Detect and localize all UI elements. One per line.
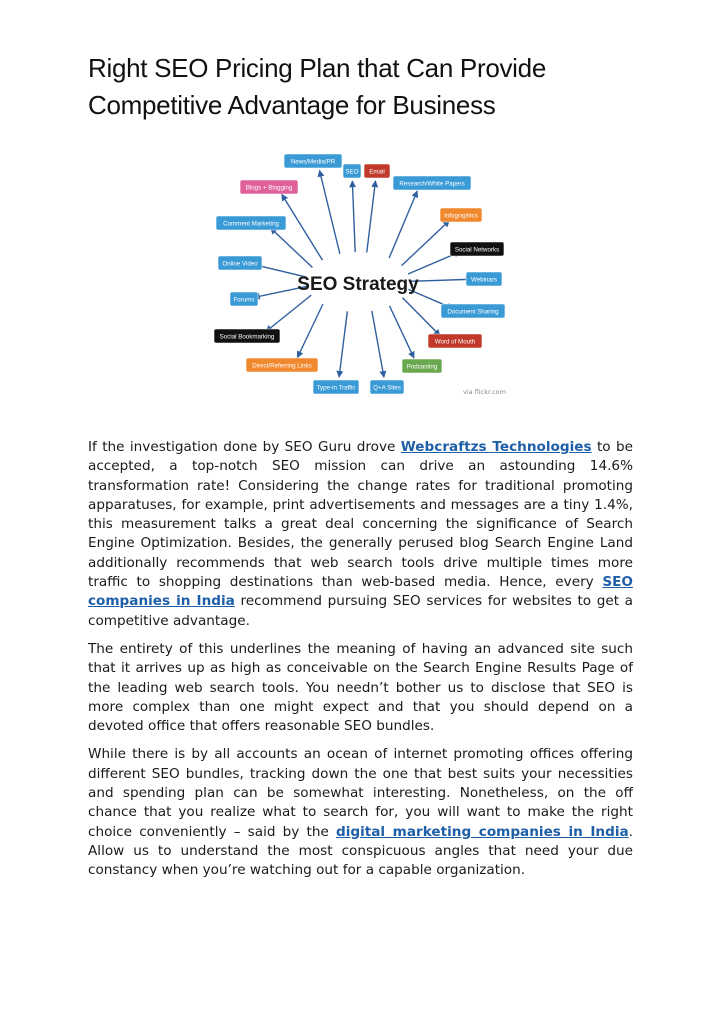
diagram-arrow	[389, 191, 417, 258]
diagram-node-label: Word of Mouth	[434, 338, 476, 346]
diagram-arrow	[266, 295, 311, 332]
diagram-node-label: Type-in Traffic	[316, 384, 356, 392]
diagram-node	[428, 334, 482, 348]
diagram-node-label: Blogs + Blogging	[245, 184, 293, 192]
diagram-node	[466, 272, 502, 286]
diagram-node	[284, 154, 342, 168]
diagram-node	[230, 292, 258, 306]
diagram-node-label: Research/White Papers	[399, 180, 465, 188]
title-line-1: Right SEO Pricing Plan that Can Provide	[88, 53, 546, 83]
diagram-node	[441, 304, 505, 318]
diagram-node	[393, 176, 471, 190]
diagram-node-label: Comment Marketing	[223, 220, 279, 228]
paragraph-3	[88, 745, 633, 880]
page-title	[88, 50, 648, 124]
p1-text-c: recommend pursuing SEO services for websites to get a competitive advantage.	[88, 593, 634, 629]
seo-companies-link[interactable]: SEO companies in India	[88, 574, 633, 610]
diagram-node-label: Social Bookmarking	[219, 333, 275, 341]
diagram-node	[450, 242, 504, 256]
diagram-node-label: Q+A Sites	[373, 384, 401, 392]
diagram-arrow	[410, 279, 472, 281]
diagram-arrow	[319, 170, 339, 254]
diagram-node-label: News/Media/PR	[290, 158, 336, 166]
p3-text-b: . Allow us to understand the most conspicuous angles that need your due constancy when you’re watching out for a capable organization.	[88, 823, 633, 879]
diagram-node-label: Document Sharing	[447, 308, 499, 316]
diagram-arrow	[390, 306, 414, 358]
p1-text-b: to be accepted, a top-notch SEO mission can drive an astounding 14.6% transformation rate! Considering the change rates for traditional promoting apparatuses, for example, print advertisements and messages are a tiny 1.4%, this measurement talks a great deal concerning the significance of Search Engine Optimization. Besides, the generally perused blog Search Engine Land additionally recommends that web search tools drive multiple times more traffic to shopping destinations than web-based media. Hence, every	[88, 439, 633, 591]
diagram-arrow	[352, 181, 355, 252]
diagram-node-label: Infographics	[444, 212, 478, 220]
diagram-arrow	[402, 298, 440, 336]
diagram-node-label: Email	[369, 168, 385, 176]
diagram-node	[313, 380, 359, 394]
diagram-arrow	[372, 311, 384, 377]
webcraftzs-link[interactable]: Webcraftzs Technologies	[400, 439, 592, 455]
diagram-node-label: Online Video	[222, 260, 258, 268]
diagram-arrow	[282, 194, 323, 260]
seo-strategy-svg	[210, 152, 508, 404]
diagram-node	[370, 380, 404, 394]
diagram-node	[218, 256, 262, 270]
seo-strategy-diagram	[210, 152, 508, 404]
diagram-node-label: Social Networks	[454, 246, 500, 254]
diagram-arrow	[367, 181, 376, 253]
diagram-node-label: Direct/Referring Links	[252, 362, 312, 370]
diagram-node-label: Forums	[233, 296, 255, 304]
p3-text-a: While there is by all accounts an ocean of internet promoting offices offering different SEO bundles, tracking down the one that best suits your necessities and spending plan can be somewhat interesting. Nonetheless, on the off chance that you realize what to search for, you will want to make the right choice conveniently – said by the	[88, 746, 633, 840]
diagram-arrow	[339, 311, 347, 377]
diagram-node-label: Webinars	[470, 276, 498, 284]
article-body	[88, 438, 633, 890]
diagram-arrow	[297, 304, 322, 357]
diagram-node	[343, 164, 361, 178]
diagram-node-label: SEO	[345, 168, 359, 176]
diagram-node	[402, 359, 442, 373]
paragraph-2: The entirety of this underlines the meaning of having an advanced site such that it arrives up as high as conceivable on the Search Engine Results Page of the leading web search tools. You needn’t bother us to disclose that SEO is more complex than one might expect and that you should depend on a devoted office that offers reasonable SEO bundles.	[88, 640, 633, 735]
diagram-node	[214, 329, 280, 343]
paragraph-1	[88, 438, 633, 631]
diagram-node	[246, 358, 318, 372]
title-line-2: Competitive Advantage for Business	[88, 90, 496, 120]
digital-marketing-link[interactable]: digital marketing companies in India	[335, 823, 629, 840]
diagram-center-label: SEO Strategy	[297, 274, 419, 295]
p1-text-a: If the investigation done by SEO Guru drove	[88, 439, 401, 455]
diagram-node	[240, 180, 298, 194]
diagram-node	[216, 216, 286, 230]
diagram-node	[364, 164, 390, 178]
diagram-watermark: via flickr.com	[463, 388, 506, 396]
diagram-node-label: Podcasting	[406, 363, 438, 371]
diagram-node	[440, 208, 482, 222]
